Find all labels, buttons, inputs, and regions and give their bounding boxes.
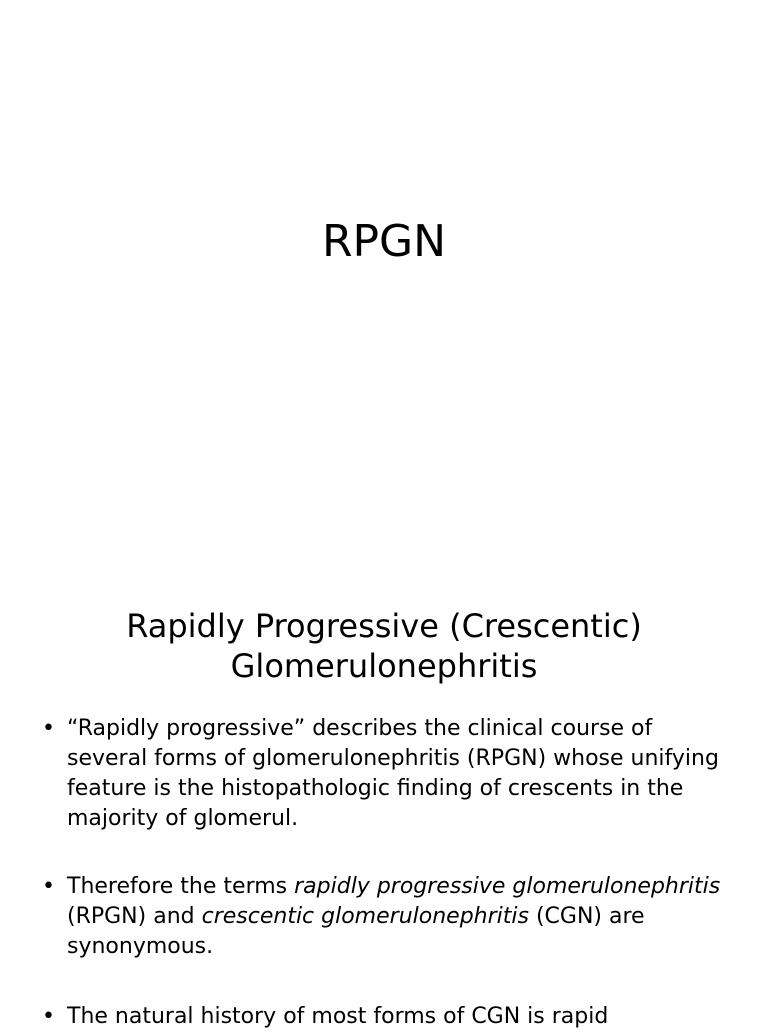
bullet-italic-term: rapidly progressive glomerulonephritis xyxy=(294,874,721,899)
heading-line-1: Rapidly Progressive (Crescentic) xyxy=(126,607,642,645)
bullet-text-part: Therefore the terms xyxy=(67,874,295,899)
bullet-italic-term: crescentic glomerulonephritis xyxy=(201,904,529,929)
bullet-item xyxy=(38,872,728,962)
bullet-item xyxy=(38,714,728,834)
bullet-text-part: (RPGN) and xyxy=(67,904,202,929)
bullet-text: “Rapidly progressive” describes the clinical course of several forms of glomerulonephritis (RPGN) whose unifying feature is the histopathologic finding of crescents in the majority of glomerul. xyxy=(67,716,719,831)
slide-heading xyxy=(0,606,768,686)
bullet-text: The natural history of most forms of CGN is rapid xyxy=(67,1004,609,1029)
bullet-item xyxy=(38,1002,728,1032)
heading-line-2: Glomerulonephritis xyxy=(230,647,538,685)
bullet-list xyxy=(38,714,728,1032)
slide-title: RPGN xyxy=(321,216,447,267)
bullet-text-part: (CGN) are synonymous. xyxy=(67,904,645,959)
